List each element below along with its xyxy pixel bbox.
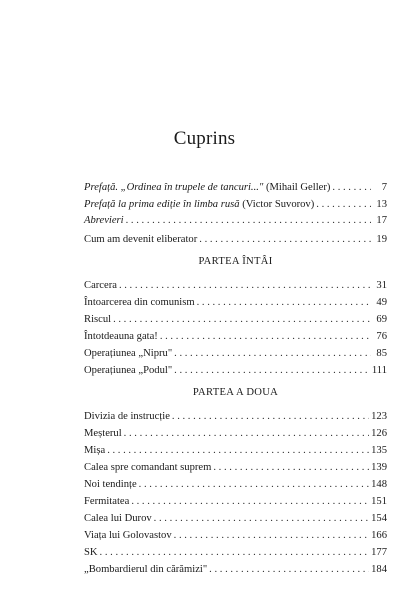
toc-entry-page: 139 — [371, 462, 387, 473]
toc-entry-label: SK — [84, 547, 98, 558]
page-title: Cuprins — [173, 128, 236, 149]
toc-entry-label: Prefață. „Ordinea în trupele de tancuri..." (Mihail Geller) — [84, 182, 331, 193]
toc-entry-label: „Bombardierul din cărămizi" — [84, 564, 208, 575]
toc-entry-label: Operațiunea „Nipru" — [84, 348, 173, 359]
toc-entry-label: Calea lui Durov — [84, 513, 152, 524]
toc-entry — [84, 233, 387, 247]
toc-entry — [84, 364, 387, 378]
toc-entry — [84, 181, 387, 195]
toc-entry-label: Întotdeauna gata! — [84, 331, 158, 342]
toc-entry — [84, 410, 387, 424]
dot-leader — [199, 233, 371, 247]
toc-entry — [84, 546, 387, 560]
toc-entry — [84, 296, 387, 310]
toc-entry — [84, 347, 387, 361]
toc-entry-page: 19 — [376, 234, 387, 245]
dot-leader — [332, 181, 371, 195]
toc-entry-page: 7 — [381, 182, 387, 193]
toc-entry-label: Divizia de instrucție — [84, 411, 170, 422]
toc-entry-page: 111 — [371, 365, 387, 376]
toc-entry — [84, 563, 387, 577]
dot-leader — [172, 410, 369, 424]
toc-entry-label: Calea spre comandant suprem — [84, 462, 212, 473]
dot-leader — [124, 427, 369, 441]
dot-leader — [154, 512, 369, 526]
toc-entry-page: 123 — [371, 411, 387, 422]
toc-entry-page: 76 — [376, 331, 387, 342]
toc-entry-label: Fermitatea — [84, 496, 130, 507]
toc-entry-label: Riscul — [84, 314, 112, 325]
toc-entry-label: Operațiunea „Podul" — [84, 365, 173, 376]
toc-entry-label: Viața lui Golovastov — [84, 530, 172, 541]
toc-entry — [84, 444, 387, 458]
toc-entry-label: Abrevieri — [84, 215, 124, 226]
toc-entry-label: Întoarcerea din comunism — [84, 297, 195, 308]
toc-entry-label: Meșterul — [84, 428, 122, 439]
toc-entry — [84, 427, 387, 441]
toc-entry-page: 154 — [371, 513, 387, 524]
dot-leader — [174, 529, 369, 543]
dot-leader — [119, 279, 371, 293]
toc-entry-page: 17 — [376, 215, 387, 226]
toc-entry — [84, 495, 387, 509]
toc-entry-page: 148 — [371, 479, 387, 490]
dot-leader — [139, 478, 369, 492]
toc-entry-page: 13 — [376, 199, 387, 210]
dot-leader — [126, 214, 371, 228]
dot-leader — [213, 461, 369, 475]
toc-entry-label: Prefață la prima ediție în limba rusă (Victor Suvorov) — [84, 199, 315, 210]
part-heading: PARTEA ÎNTÂI — [198, 256, 273, 267]
toc-entry — [84, 461, 387, 475]
toc-entry — [84, 279, 387, 293]
part-heading: PARTEA A DOUA — [192, 387, 279, 398]
toc-entry-page: 69 — [376, 314, 387, 325]
toc-entry — [84, 198, 387, 212]
toc-entry-page: 177 — [371, 547, 387, 558]
toc-entry-page: 85 — [376, 348, 387, 359]
dot-leader — [174, 347, 371, 361]
toc-entry — [84, 478, 387, 492]
toc-entry-label: Carcera — [84, 280, 117, 291]
dot-leader — [160, 330, 371, 344]
dot-leader — [209, 563, 369, 577]
toc-entry-label: Noi tendințe — [84, 479, 137, 490]
toc-entry-page: 184 — [371, 564, 387, 575]
toc-entry-page: 151 — [371, 496, 387, 507]
dot-leader — [174, 364, 370, 378]
toc-entry-label: Mișa — [84, 445, 106, 456]
toc-entry — [84, 313, 387, 327]
toc-entry-label: Cum am devenit eliberator — [84, 234, 198, 245]
toc-entry-page: 135 — [371, 445, 387, 456]
toc-entry — [84, 512, 387, 526]
dot-leader — [113, 313, 371, 327]
toc-entry-page: 31 — [376, 280, 387, 291]
dot-leader — [316, 198, 371, 212]
dot-leader — [107, 444, 369, 458]
toc-entry — [84, 529, 387, 543]
toc-entry-page: 126 — [371, 428, 387, 439]
dot-leader — [100, 546, 370, 560]
toc-entry — [84, 214, 387, 228]
dot-leader — [197, 296, 371, 310]
toc-entry-page: 166 — [371, 530, 387, 541]
toc-entry-page: 49 — [376, 297, 387, 308]
toc-entry — [84, 330, 387, 344]
dot-leader — [131, 495, 369, 509]
